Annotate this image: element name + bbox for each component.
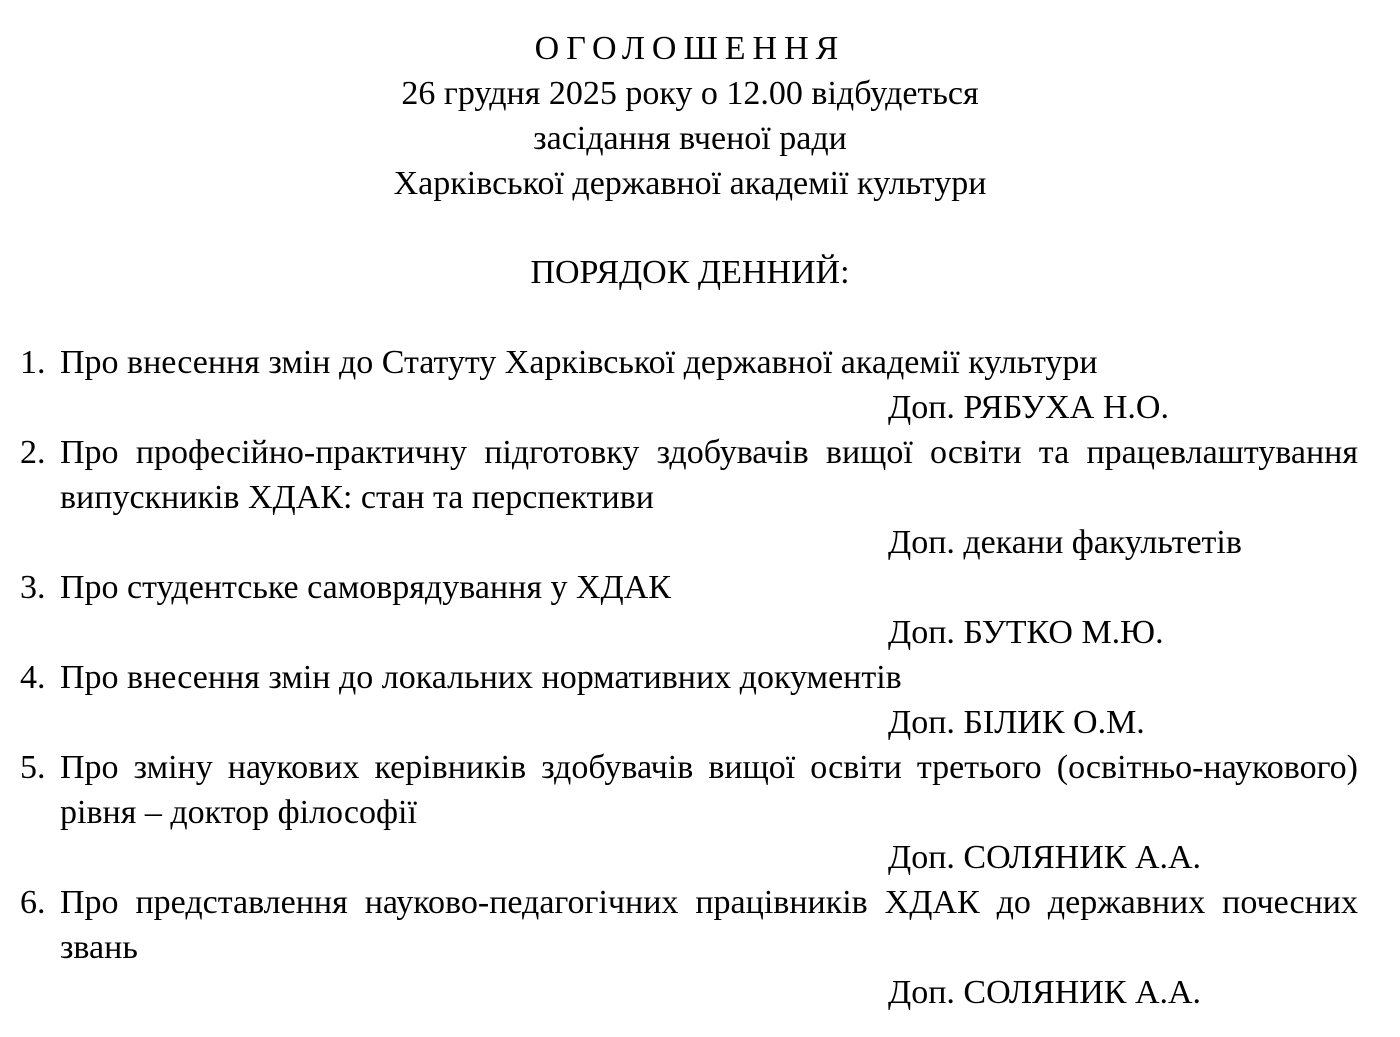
agenda-item-speaker: Доп. СОЛЯНИК А.А. [888, 839, 1202, 876]
agenda-item-number: 2. [20, 434, 46, 471]
agenda-heading: ПОРЯДОК ДЕННИЙ: [530, 254, 850, 291]
agenda-item [20, 655, 1358, 745]
agenda-item-text: Про внесення змін до Статуту Харківської державної академії культури [60, 344, 1098, 381]
agenda-item-number: 4. [20, 659, 46, 696]
announcement-header [0, 26, 1380, 206]
agenda-item-number: 3. [20, 569, 46, 606]
agenda-item [20, 565, 1358, 655]
meeting-type-line: засідання вченої ради [533, 120, 847, 157]
announcement-title: ОГОЛОШЕННЯ [534, 30, 846, 67]
agenda-item-text: Про студентське самоврядування у ХДАК [60, 569, 671, 606]
agenda-item-text: Про представлення науково-педагогічних працівників ХДАК до державних почесних звань [60, 884, 1358, 966]
agenda-item-number: 5. [20, 749, 46, 786]
institution-line: Харківської державної академії культури [393, 165, 987, 202]
agenda-item-number: 1. [20, 344, 46, 381]
agenda-item-text: Про зміну наукових керівників здобувачів вищої освіти третього (освітньо-наукового) рівня – доктор філософії [60, 749, 1358, 831]
agenda-item [20, 880, 1358, 1015]
agenda-item [20, 745, 1358, 880]
agenda-item-speaker: Доп. декани факультетів [888, 524, 1242, 561]
agenda-item-number: 6. [20, 884, 46, 921]
agenda-item-speaker: Доп. СОЛЯНИК А.А. [888, 974, 1202, 1011]
agenda-item-text: Про внесення змін до локальних нормативних документів [60, 659, 902, 696]
agenda-item [20, 340, 1358, 430]
agenda-item-speaker: Доп. БІЛИК О.М. [888, 704, 1145, 741]
agenda-item-speaker: Доп. БУТКО М.Ю. [888, 614, 1164, 651]
agenda-item-speaker: Доп. РЯБУХА Н.О. [888, 389, 1169, 426]
agenda-item [20, 430, 1358, 565]
meeting-date-line: 26 грудня 2025 року о 12.00 відбудеться [401, 75, 979, 112]
agenda-list [20, 340, 1358, 1015]
agenda-item-text: Про професійно-практичну підготовку здобувачів вищої освіти та працевлаштування випускників ХДАК: стан та перспективи [60, 434, 1358, 516]
